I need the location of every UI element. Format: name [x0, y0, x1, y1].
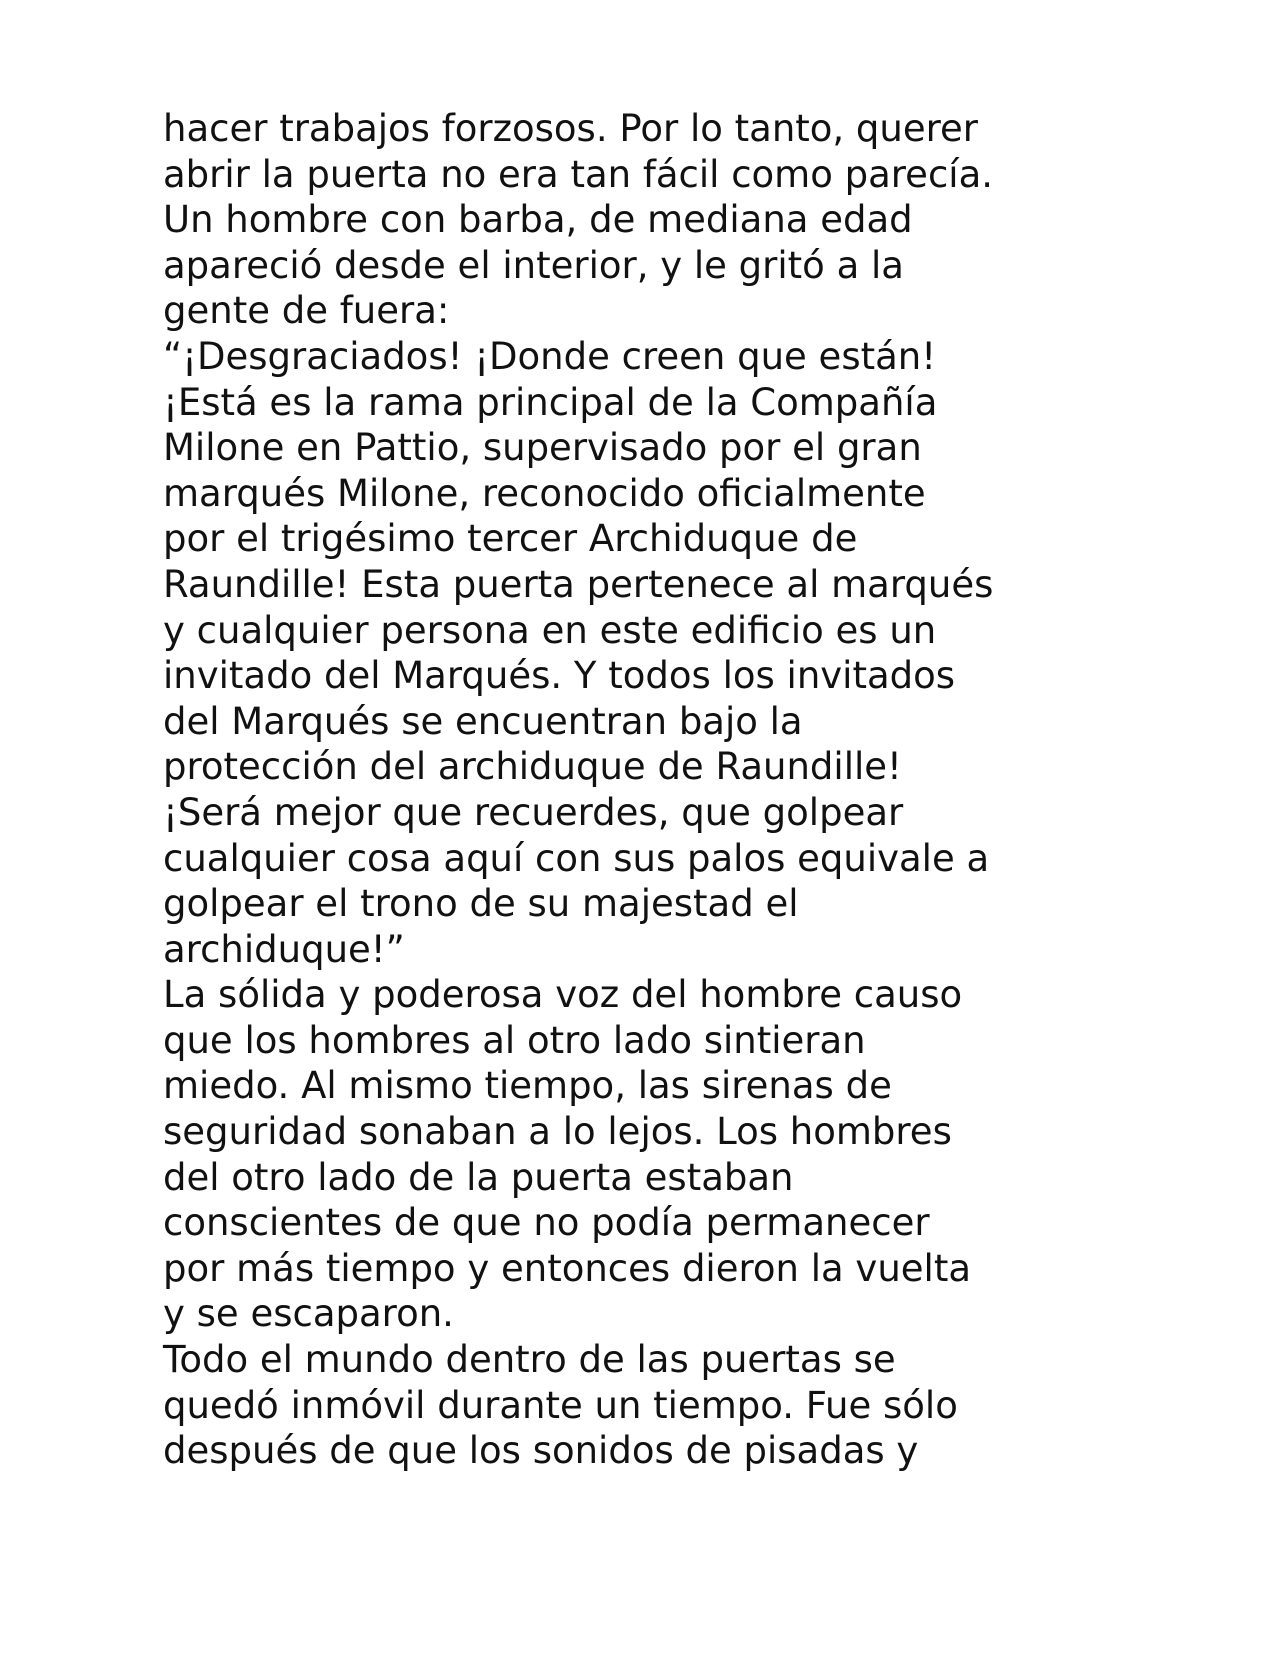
text-line: gente de fuera:	[163, 289, 450, 333]
text-line: por el trigésimo tercer Archiduque de	[163, 517, 858, 561]
text-line: La sólida y poderosa voz del hombre causo	[163, 973, 963, 1017]
text-line: apareció desde el interior, y le gritó a la	[163, 243, 904, 287]
text-line: protección del archiduque de Raundille!	[163, 745, 902, 789]
text-line: miedo. Al mismo tiempo, las sirenas de	[163, 1064, 892, 1108]
text-line: Milone en Pattio, supervisado por el gran	[163, 426, 922, 470]
text-line: abrir la puerta no era tan fácil como parecía.	[163, 152, 994, 196]
text-line: marqués Milone, reconocido oficialmente	[163, 471, 926, 515]
text-line: ¡Será mejor que recuerdes, que golpear	[163, 790, 904, 834]
text-line: hacer trabajos forzosos. Por lo tanto, querer	[163, 107, 979, 150]
text-line: que los hombres al otro lado sintieran	[163, 1018, 866, 1062]
text-line: Un hombre con barba, de mediana edad	[163, 198, 913, 242]
text-line: del Marqués se encuentran bajo la	[163, 699, 803, 743]
text-line: Raundille! Esta puerta pertenece al marqués	[163, 562, 994, 606]
text-line: invitado del Marqués. Y todos los invitados	[163, 654, 956, 698]
text-line: después de que los sonidos de pisadas y	[163, 1429, 919, 1473]
text-line: cualquier cosa aquí con sus palos equivale a	[163, 836, 990, 880]
text-line: del otro lado de la puerta estaban	[163, 1155, 794, 1199]
text-line: por más tiempo y entonces dieron la vuelta	[163, 1246, 972, 1290]
body-text	[163, 106, 1223, 1474]
text-line: archiduque!”	[163, 927, 405, 971]
text-line: Todo el mundo dentro de las puertas se	[163, 1338, 896, 1382]
text-line: conscientes de que no podía permanecer	[163, 1201, 930, 1245]
text-line: golpear el trono de su majestad el	[163, 882, 799, 926]
text-line: quedó inmóvil durante un tiempo. Fue sólo	[163, 1383, 958, 1427]
text-line: seguridad sonaban a lo lejos. Los hombres	[163, 1110, 952, 1154]
text-line: ¡Está es la rama principal de la Compañía	[163, 380, 938, 424]
text-line: y se escaparon.	[163, 1292, 454, 1336]
text-line: “¡Desgraciados! ¡Donde creen que están!	[163, 334, 937, 378]
text-line: y cualquier persona en este edificio es un	[163, 608, 937, 652]
